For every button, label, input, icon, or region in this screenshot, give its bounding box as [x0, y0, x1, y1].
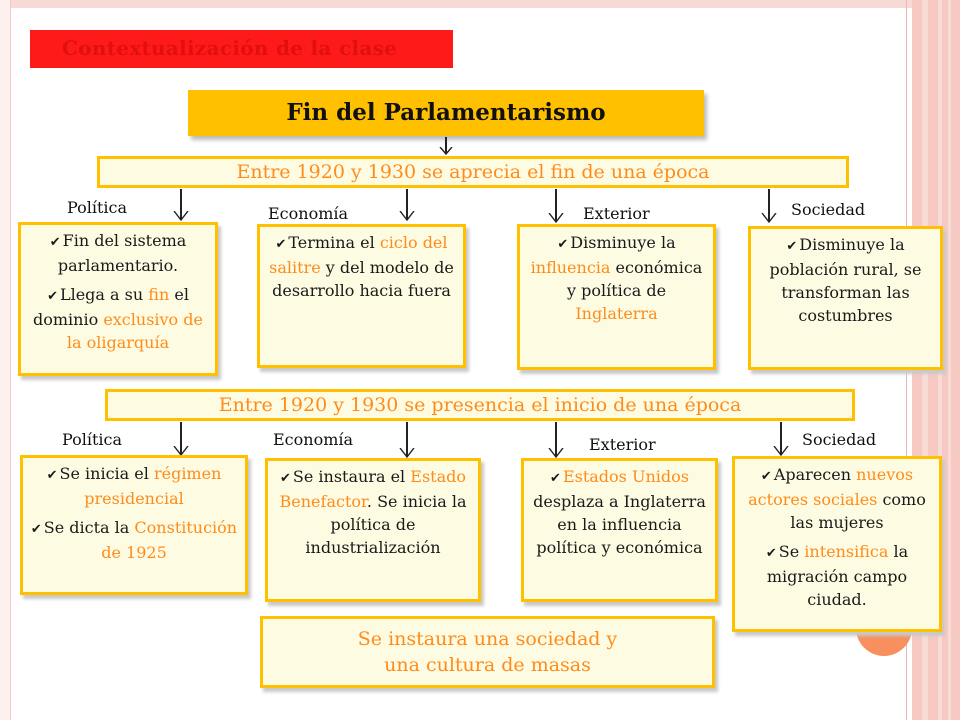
- highlight-text: influencia: [530, 258, 611, 277]
- box-exterior-inicio: [521, 458, 718, 602]
- label-politica-2: Política: [62, 430, 123, 449]
- item-text: Termina el: [288, 233, 380, 252]
- arrow-down-icon: [437, 137, 455, 155]
- highlight-text: régimen presidencial: [84, 464, 222, 508]
- arrow-down-icon: [547, 189, 565, 223]
- section-header: [30, 30, 453, 68]
- main-title-box: [188, 90, 704, 136]
- list-item: [29, 462, 239, 510]
- item-text: Se: [778, 542, 805, 561]
- highlight-text: nuevos actores sociales: [748, 465, 914, 509]
- box-politica-inicio: [20, 455, 248, 595]
- slide-top-border: [0, 0, 960, 8]
- label-politica-1: Política: [67, 198, 128, 217]
- label-economia-2: Economía: [273, 430, 354, 449]
- item-text: el dominio: [33, 285, 189, 329]
- checkmark-icon: ✔: [760, 469, 772, 484]
- checkmark-icon: ✔: [275, 237, 287, 252]
- item-text: . Se inicia la política de industrialización: [305, 492, 467, 557]
- list-item: [526, 231, 707, 325]
- band-inicio-epoca: [105, 389, 855, 421]
- arrow-down-icon: [172, 189, 190, 221]
- item-text: Disminuye la: [570, 233, 676, 252]
- list-item: [274, 465, 472, 559]
- checkmark-icon: ✔: [786, 239, 798, 254]
- highlight-text: fin: [148, 285, 170, 304]
- item-text: y del modelo de desarrollo hacia fuera: [272, 258, 454, 300]
- label-exterior-2: Exterior: [589, 435, 656, 454]
- conclusion-line-2: una cultura de masas: [384, 654, 591, 676]
- band-inicio-epoca-text: Entre 1920 y 1930 se presencia el inicio de una época: [218, 394, 742, 416]
- highlight-text: ciclo del salitre: [269, 233, 448, 277]
- section-header-label: Contextualización de la clase: [62, 36, 398, 60]
- highlight-text: Estados Unidos: [562, 467, 689, 486]
- box-exterior-fin: [517, 224, 716, 370]
- arrow-down-icon: [398, 189, 416, 221]
- highlight-text: Estado Benefactor: [279, 467, 466, 511]
- conclusion-line-1: Se instaura una sociedad y: [357, 628, 618, 650]
- item-text: Fin del sistema parlamentario.: [57, 231, 187, 275]
- arrow-down-icon: [760, 189, 778, 223]
- box-sociedad-fin: [748, 226, 943, 370]
- item-text: la migración campo ciudad.: [766, 542, 909, 609]
- checkmark-icon: ✔: [279, 471, 291, 486]
- list-item: [741, 540, 933, 611]
- arrow-down-icon: [772, 422, 790, 456]
- list-item: [741, 463, 933, 534]
- box-economia-fin: [257, 224, 466, 368]
- band-fin-epoca: [97, 156, 849, 188]
- item-text: económica y política de: [566, 258, 703, 300]
- list-item: [27, 283, 209, 354]
- checkmark-icon: ✔: [765, 546, 777, 561]
- arrow-down-icon: [547, 422, 565, 458]
- item-text: como las mujeres: [790, 490, 926, 532]
- checkmark-icon: ✔: [49, 235, 61, 250]
- band-fin-epoca-text: Entre 1920 y 1930 se aprecia el fin de una época: [236, 161, 710, 183]
- box-politica-fin: [18, 222, 218, 376]
- list-item: [530, 465, 709, 559]
- checkmark-icon: ✔: [47, 289, 58, 304]
- item-text: Se dicta la: [43, 518, 135, 537]
- slide-left-border: [0, 0, 11, 720]
- conclusion-box: [260, 616, 715, 688]
- item-text: Se inicia el: [59, 464, 154, 483]
- label-economia-1: Economía: [268, 204, 349, 223]
- checkmark-icon: ✔: [30, 522, 42, 537]
- checkmark-icon: ✔: [550, 471, 561, 486]
- arrow-down-icon: [398, 422, 416, 458]
- label-exterior-1: Exterior: [583, 204, 650, 223]
- checkmark-icon: ✔: [46, 468, 58, 483]
- item-text: Disminuye la población rural, se transforman las costumbres: [769, 235, 922, 325]
- list-item: [27, 229, 209, 277]
- highlight-text: intensifica: [804, 542, 889, 561]
- item-text: Llega a su: [59, 285, 149, 304]
- item-text: desplaza a Inglaterra en la influencia política y económica: [533, 492, 706, 557]
- box-economia-inicio: [265, 458, 481, 602]
- box-sociedad-inicio: [732, 456, 942, 632]
- item-text: Se instaura el: [292, 467, 411, 486]
- highlight-text: Constitución de 1925: [101, 518, 238, 562]
- highlight-text: exclusivo de la oligarquía: [66, 310, 203, 352]
- list-item: [29, 516, 239, 564]
- checkmark-icon: ✔: [557, 237, 569, 252]
- label-sociedad-1: Sociedad: [791, 200, 866, 219]
- main-title: Fin del Parlamentarismo: [286, 99, 606, 126]
- item-text: Aparecen: [773, 465, 857, 484]
- arrow-down-icon: [172, 422, 190, 456]
- list-item: [757, 233, 934, 327]
- highlight-text: Inglaterra: [575, 304, 658, 323]
- list-item: [266, 231, 457, 302]
- label-sociedad-2: Sociedad: [802, 430, 877, 449]
